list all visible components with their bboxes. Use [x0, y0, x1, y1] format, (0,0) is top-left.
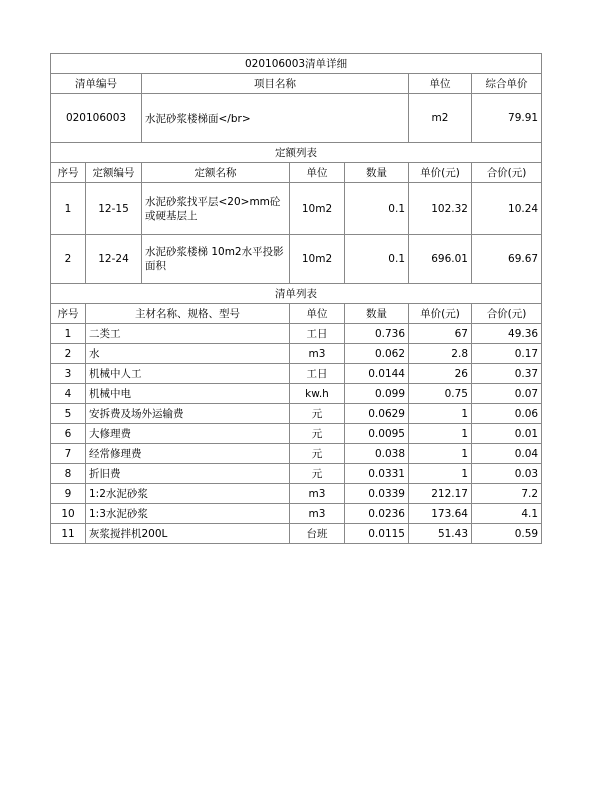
quota-section-title: 定额列表 [51, 143, 542, 163]
material-total: 0.17 [472, 344, 542, 364]
material-col-total: 合价(元) [472, 304, 542, 324]
material-unit: m3 [290, 344, 345, 364]
quota-col-name: 定额名称 [142, 163, 290, 183]
material-qty: 0.038 [345, 444, 409, 464]
material-price: 1 [409, 444, 472, 464]
material-name: 大修理费 [86, 424, 290, 444]
quota-name: 水泥砂浆找平层<20>mm砼或硬基层上 [142, 183, 290, 235]
material-name: 机械中人工 [86, 364, 290, 384]
material-no: 4 [51, 384, 86, 404]
material-name: 水 [86, 344, 290, 364]
material-price: 1 [409, 404, 472, 424]
quota-no: 2 [51, 235, 86, 284]
material-name: 经常修理费 [86, 444, 290, 464]
material-no: 6 [51, 424, 86, 444]
material-price: 26 [409, 364, 472, 384]
item-name: 水泥砂浆楼梯面</br> [142, 94, 409, 143]
material-no: 2 [51, 344, 86, 364]
quota-unit: 10m2 [290, 183, 345, 235]
material-unit: m3 [290, 484, 345, 504]
quota-col-qty: 数量 [345, 163, 409, 183]
material-total: 0.04 [472, 444, 542, 464]
quota-row [51, 183, 542, 235]
quota-col-unit: 单位 [290, 163, 345, 183]
quota-unit: 10m2 [290, 235, 345, 284]
material-row [51, 464, 542, 484]
quota-col-code: 定额编号 [86, 163, 142, 183]
quota-col-no: 序号 [51, 163, 86, 183]
material-price: 173.64 [409, 504, 472, 524]
material-unit: 元 [290, 464, 345, 484]
material-row [51, 404, 542, 424]
material-row [51, 524, 542, 544]
item-unit-price: 79.91 [472, 94, 542, 143]
material-unit: 元 [290, 444, 345, 464]
material-no: 10 [51, 504, 86, 524]
header-name: 项目名称 [142, 74, 409, 94]
material-row [51, 484, 542, 504]
material-name: 机械中电 [86, 384, 290, 404]
material-name: 二类工 [86, 324, 290, 344]
material-total: 4.1 [472, 504, 542, 524]
material-no: 5 [51, 404, 86, 424]
material-col-qty: 数量 [345, 304, 409, 324]
material-row [51, 504, 542, 524]
material-no: 11 [51, 524, 86, 544]
material-row [51, 324, 542, 344]
quota-name: 水泥砂浆楼梯 10m2水平投影面积 [142, 235, 290, 284]
material-unit: 工日 [290, 324, 345, 344]
material-no: 3 [51, 364, 86, 384]
material-unit: 台班 [290, 524, 345, 544]
header-unit: 单位 [409, 74, 472, 94]
material-total: 0.07 [472, 384, 542, 404]
material-no: 9 [51, 484, 86, 504]
material-name: 1:2水泥砂浆 [86, 484, 290, 504]
bill-detail-table [50, 53, 542, 544]
material-qty: 0.0629 [345, 404, 409, 424]
material-qty: 0.099 [345, 384, 409, 404]
table-title: 020106003清单详细 [51, 54, 542, 74]
material-qty: 0.0331 [345, 464, 409, 484]
quota-col-total: 合价(元) [472, 163, 542, 183]
quota-qty: 0.1 [345, 183, 409, 235]
material-price: 67 [409, 324, 472, 344]
quota-row [51, 235, 542, 284]
material-row [51, 424, 542, 444]
quota-total: 10.24 [472, 183, 542, 235]
material-unit: 元 [290, 404, 345, 424]
material-total: 49.36 [472, 324, 542, 344]
material-unit: 元 [290, 424, 345, 444]
item-unit: m2 [409, 94, 472, 143]
material-qty: 0.0236 [345, 504, 409, 524]
material-total: 0.06 [472, 404, 542, 424]
quota-no: 1 [51, 183, 86, 235]
quota-price: 696.01 [409, 235, 472, 284]
quota-col-price: 单价(元) [409, 163, 472, 183]
material-total: 0.01 [472, 424, 542, 444]
item-code: 020106003 [51, 94, 142, 143]
quota-code: 12-15 [86, 183, 142, 235]
material-unit: kw.h [290, 384, 345, 404]
material-row [51, 444, 542, 464]
material-price: 0.75 [409, 384, 472, 404]
material-col-name: 主材名称、规格、型号 [86, 304, 290, 324]
material-no: 7 [51, 444, 86, 464]
header-code: 清单编号 [51, 74, 142, 94]
material-total: 7.2 [472, 484, 542, 504]
material-name: 安拆费及场外运输费 [86, 404, 290, 424]
material-col-price: 单价(元) [409, 304, 472, 324]
material-total: 0.59 [472, 524, 542, 544]
material-no: 8 [51, 464, 86, 484]
material-section-title: 清单列表 [51, 284, 542, 304]
material-unit: m3 [290, 504, 345, 524]
material-no: 1 [51, 324, 86, 344]
material-row [51, 384, 542, 404]
material-qty: 0.0339 [345, 484, 409, 504]
material-name: 灰浆搅拌机200L [86, 524, 290, 544]
quota-code: 12-24 [86, 235, 142, 284]
quota-price: 102.32 [409, 183, 472, 235]
material-row [51, 364, 542, 384]
material-name: 折旧费 [86, 464, 290, 484]
material-qty: 0.062 [345, 344, 409, 364]
material-col-unit: 单位 [290, 304, 345, 324]
material-qty: 0.0144 [345, 364, 409, 384]
material-qty: 0.0095 [345, 424, 409, 444]
material-price: 1 [409, 464, 472, 484]
material-qty: 0.736 [345, 324, 409, 344]
material-unit: 工日 [290, 364, 345, 384]
quota-total: 69.67 [472, 235, 542, 284]
material-price: 1 [409, 424, 472, 444]
material-total: 0.03 [472, 464, 542, 484]
material-row [51, 344, 542, 364]
material-total: 0.37 [472, 364, 542, 384]
material-price: 212.17 [409, 484, 472, 504]
header-unit-price: 综合单价 [472, 74, 542, 94]
quota-qty: 0.1 [345, 235, 409, 284]
material-price: 2.8 [409, 344, 472, 364]
material-price: 51.43 [409, 524, 472, 544]
material-col-no: 序号 [51, 304, 86, 324]
material-qty: 0.0115 [345, 524, 409, 544]
material-name: 1:3水泥砂浆 [86, 504, 290, 524]
